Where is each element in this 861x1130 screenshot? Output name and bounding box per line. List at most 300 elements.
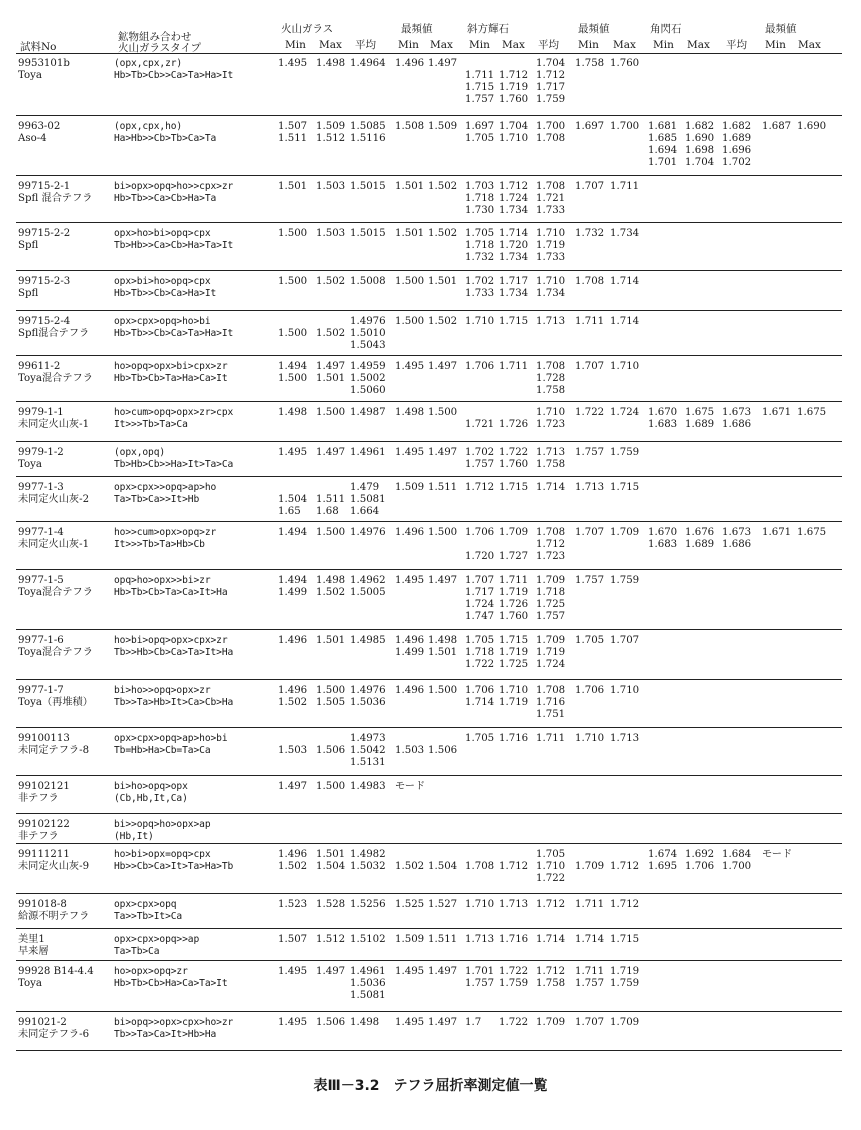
row-divider [16,476,842,477]
opx-value: 1.723 [536,419,566,430]
row-divider [16,222,842,223]
row-divider [16,893,842,894]
glass-value: 1.500 [428,685,458,696]
sample-name: Toya混合テフラ [18,587,93,598]
glass-value: 1.495 [395,447,425,458]
opx-value: 1.708 [536,361,566,372]
opx-value: 1.712 [610,861,640,872]
sample-name: Toya（再堆積） [18,697,93,708]
opx-value: 1.711 [575,966,605,977]
opx-value: 1.719 [499,697,529,708]
header-sample-no: 試料No [20,41,57,53]
opx-value: 1.707 [575,181,605,192]
opx-value: 1.734 [499,288,529,299]
sample-id: 9977-1-5 [18,575,64,586]
opx-value: 1.710 [536,276,566,287]
header-opx-mode-max: Max [613,39,636,51]
glass-value: 1.497 [278,781,308,792]
glass-value: 1.506 [316,1017,346,1028]
glass-value: 1.496 [278,849,308,860]
glass-type: Ha>Hb>>Cb>Tb>Ca>Ta [114,133,217,144]
opx-value: 1.724 [610,407,640,418]
glass-value: 1.5015 [350,228,386,239]
sample-name: 未同定火山灰-1 [18,539,90,550]
mineral-combination: ho>bi>opx=opq>cpx [114,849,211,860]
glass-type: It>>>Tb>Ta>Hb>Cb [114,539,205,550]
glass-type: Ta>Tb>Ca [114,946,160,957]
sample-id: 99102121 [18,781,70,792]
sample-id: 9977-1-3 [18,482,64,493]
opx-value: 1.730 [465,205,495,216]
mineral-combination: ho>opq>opx>bi>cpx>zr [114,361,228,372]
glass-type: Hb>Tb>>Cb>Ca>Ta>Ha>It [114,328,234,339]
glass-value: 1.5081 [350,494,386,505]
opx-value: 1.707 [610,635,640,646]
sample-name: Toya [18,459,42,470]
sample-name: Spfl [18,240,39,251]
opx-value: 1.711 [499,575,529,586]
header-glass-min: Min [285,39,306,51]
glass-value: 1.5042 [350,745,386,756]
hornblende-value: 1.673 [722,527,752,538]
glass-value: 1.501 [428,647,458,658]
glass-value: 1.500 [316,685,346,696]
mineral-combination: (opx,cpx,ho) [114,121,183,132]
opx-value: 1.726 [499,599,529,610]
sample-id: 991018-8 [18,899,67,910]
glass-value: 1.498 [395,407,425,418]
header-opx-mode-min: Min [578,39,599,51]
opx-value: 1.722 [499,447,529,458]
opx-value: 1.704 [499,121,529,132]
opx-value: 1.721 [465,419,495,430]
glass-value: 1.502 [428,228,458,239]
opx-value: 1.719 [610,966,640,977]
glass-value: 1.5036 [350,978,386,989]
sample-name: 給源不明テフラ [18,911,90,922]
opx-value: 1.757 [536,611,566,622]
glass-value: 1.503 [316,228,346,239]
glass-value: 1.527 [428,899,458,910]
glass-value: 1.4982 [350,849,386,860]
opx-value: 1.733 [536,205,566,216]
glass-value: 1.511 [278,133,308,144]
opx-value: 1.704 [536,58,566,69]
opx-value: 1.719 [499,82,529,93]
glass-value: 1.502 [428,181,458,192]
glass-type: Tb>>Hb>Cb>Ca>Ta>It>Ha [114,647,234,658]
mineral-combination: bi>>opq>ho>opx>ap [114,819,211,830]
header-glass-avg: 平均 [355,39,376,51]
glass-value: 1.503 [278,745,308,756]
opx-value: 1.715 [499,316,529,327]
hornblende-value: 1.685 [648,133,678,144]
glass-value: 1.497 [428,1017,458,1028]
header-glass-mode: 最頻値 [401,23,433,35]
glass-value: 1.500 [316,407,346,418]
opx-value: 1.709 [499,527,529,538]
opx-value: 1.718 [465,240,495,251]
glass-value: 1.495 [278,447,308,458]
opx-value: 1.715 [499,635,529,646]
opx-value: 1.707 [575,527,605,538]
opx-value: 1.760 [499,94,529,105]
hornblende-value: 1.675 [797,527,827,538]
opx-value: 1.708 [536,181,566,192]
opx-value: 1.708 [536,527,566,538]
glass-value: 1.525 [395,899,425,910]
header-opx-avg: 平均 [538,39,559,51]
glass-value: 1.496 [395,635,425,646]
opx-value: 1.708 [536,685,566,696]
row-divider [16,521,842,522]
opx-value: 1.709 [536,575,566,586]
opx-value: 1.714 [536,482,566,493]
opx-value: 1.705 [465,733,495,744]
sample-id: 9963-02 [18,121,61,132]
opx-value: 1.706 [575,685,605,696]
opx-value: 1.715 [610,934,640,945]
row-divider [16,843,842,844]
glass-value: 1.5036 [350,697,386,708]
header-hornblende: 角閃石 [650,23,682,35]
sample-name: Spfl混合テフラ [18,328,90,339]
opx-value: 1.711 [610,181,640,192]
hornblende-value: 1.702 [722,157,752,168]
glass-value: 1.507 [278,934,308,945]
glass-value: 1.5081 [350,990,386,1001]
glass-value: 1.500 [278,328,308,339]
opx-value: 1.712 [536,539,566,550]
glass-value: 1.495 [395,1017,425,1028]
opx-value: 1.697 [465,121,495,132]
opx-value: 1.724 [499,193,529,204]
mineral-combination: ho>opx>opq>zr [114,966,188,977]
hornblende-value: 1.684 [722,849,752,860]
row-divider [16,355,842,356]
opx-value: 1.711 [536,733,566,744]
glass-value: 1.497 [316,966,346,977]
glass-value: 1.506 [316,745,346,756]
glass-value: 1.497 [428,966,458,977]
hornblende-value: 1.704 [685,157,715,168]
opx-value: 1.717 [465,587,495,598]
row-divider [16,775,842,776]
opx-value: 1.734 [499,205,529,216]
glass-value: 1.494 [278,527,308,538]
hornblende-value: 1.692 [685,849,715,860]
opx-value: 1.710 [610,361,640,372]
glass-value: 1.68 [316,506,339,517]
sample-id: 99102122 [18,819,70,830]
sample-id: 99611-2 [18,361,61,372]
opx-value: 1.719 [536,647,566,658]
glass-type: Tb>>Ta>Ca>It>Hb>Ha [114,1029,217,1040]
sample-id: 9977-1-6 [18,635,64,646]
glass-value: 1.5131 [350,757,386,768]
glass-value: 1.528 [316,899,346,910]
opx-value: 1.717 [536,82,566,93]
sample-name: 未同定火山灰-1 [18,419,90,430]
glass-value: 1.5102 [350,934,386,945]
header-hb-max: Max [687,39,710,51]
glass-value: 1.504 [316,861,346,872]
hornblende-value: 1.700 [722,861,752,872]
sample-name: 未同定テフラ-6 [18,1029,90,1040]
opx-value: 1.721 [536,193,566,204]
hornblende-value: 1.706 [685,861,715,872]
row-divider [16,1050,842,1051]
glass-value: 1.496 [278,635,308,646]
header-glass-max: Max [319,39,342,51]
hornblende-value: 1.683 [648,419,678,430]
hornblende-value: 1.686 [722,419,752,430]
row-divider [16,310,842,311]
header-glass-type: 火山ガラスタイプ [118,42,202,54]
opx-value: 1.711 [575,316,605,327]
sample-id: 99715-2-1 [18,181,71,192]
opx-value: 1.734 [499,252,529,263]
glass-value: モード [395,781,426,792]
glass-value: 1.500 [278,276,308,287]
sample-name: Toya混合テフラ [18,647,93,658]
hornblende-value: 1.675 [797,407,827,418]
opx-value: 1.712 [536,70,566,81]
mineral-combination: opx>cpx>opq>ap>ho>bi [114,733,228,744]
glass-value: 1.65 [278,506,301,517]
row-divider [16,1011,842,1012]
mineral-combination: opx>cpx>>opq>ap>ho [114,482,217,493]
glass-value: 1.504 [428,861,458,872]
glass-value: 1.495 [278,966,308,977]
glass-value: 1.4959 [350,361,386,372]
header-hb-min: Min [653,39,674,51]
opx-value: 1.759 [499,978,529,989]
opx-value: 1.710 [465,316,495,327]
opx-value: 1.710 [499,685,529,696]
hornblende-value: 1.690 [685,133,715,144]
hornblende-value: 1.675 [685,407,715,418]
sample-name: Spfl 混合テフラ [18,193,93,204]
glass-value: 1.501 [395,181,425,192]
opx-value: 1.751 [536,709,566,720]
mineral-combination: opx>ho>bi>opq>cpx [114,228,211,239]
sample-id: 9979-1-1 [18,407,64,418]
hornblende-value: 1.683 [648,539,678,550]
row-divider [16,813,842,814]
header-hb-mode: 最頻値 [765,23,797,35]
opx-value: 1.759 [610,447,640,458]
row-divider [16,270,842,271]
opx-value: 1.716 [499,733,529,744]
opx-value: 1.716 [499,934,529,945]
sample-name: 未同定火山灰-2 [18,494,90,505]
hornblende-value: 1.682 [722,121,752,132]
row-divider [16,569,842,570]
glass-value: 1.501 [395,228,425,239]
opx-value: 1.719 [499,647,529,658]
opx-value: 1.707 [575,1017,605,1028]
glass-value: 1.494 [278,575,308,586]
sample-id: 9977-1-7 [18,685,64,696]
glass-value: 1.501 [316,373,346,384]
glass-value: 1.523 [278,899,308,910]
hornblende-value: 1.698 [685,145,715,156]
sample-id: 9979-1-2 [18,447,64,458]
opx-value: 1.714 [536,934,566,945]
opx-value: 1.708 [575,276,605,287]
sample-name: 未同定テフラ-8 [18,745,90,756]
header-glass-mode-min: Min [398,39,419,51]
row-divider [16,175,842,176]
opx-value: 1.722 [465,659,495,670]
opx-value: 1.722 [575,407,605,418]
opx-value: 1.722 [499,966,529,977]
row-divider [16,928,842,929]
opx-value: 1.725 [499,659,529,670]
mineral-combination: opx>cpx>opq [114,899,177,910]
mineral-combination: (opx,cpx,zr) [114,58,183,69]
opx-value: 1.717 [499,276,529,287]
opx-value: 1.705 [575,635,605,646]
sample-name: 早来層 [18,946,49,957]
glass-value: 1.502 [316,328,346,339]
header-opx-min: Min [469,39,490,51]
sample-name: 非テフラ [18,793,59,804]
opx-value: 1.728 [536,373,566,384]
opx-value: 1.734 [610,228,640,239]
glass-value: 1.497 [428,361,458,372]
opx-value: 1.709 [536,1017,566,1028]
opx-value: 1.714 [610,316,640,327]
glass-type: Hb>Tb>>Ca>Cb>Ha>Ta [114,193,217,204]
opx-value: 1.719 [499,587,529,598]
glass-value: 1.5060 [350,385,386,396]
glass-value: 1.509 [395,482,425,493]
glass-value: 1.512 [316,934,346,945]
sample-id: 美里1 [18,934,45,945]
glass-value: 1.511 [428,482,458,493]
glass-value: 1.664 [350,506,380,517]
glass-value: 1.501 [316,635,346,646]
glass-value: 1.4964 [350,58,386,69]
mineral-combination: opx>cpx>opq>ho>bi [114,316,211,327]
glass-value: 1.503 [316,181,346,192]
opx-value: 1.759 [610,575,640,586]
opx-value: 1.732 [575,228,605,239]
opx-value: 1.707 [465,575,495,586]
opx-value: 1.711 [575,899,605,910]
mineral-combination: (opx,opq) [114,447,166,458]
hornblende-value: 1.701 [648,157,678,168]
sample-name: Toya [18,70,42,81]
glass-value: 1.5256 [350,899,386,910]
row-divider [16,679,842,680]
opx-value: 1.712 [536,899,566,910]
opx-value: 1.757 [575,575,605,586]
opx-value: 1.757 [465,459,495,470]
mineral-combination: bi>ho>>opq>opx>zr [114,685,211,696]
hornblende-value: 1.689 [722,133,752,144]
glass-value: 1.496 [395,685,425,696]
glass-value: 1.495 [395,575,425,586]
glass-value: 1.4976 [350,527,386,538]
glass-value: 1.4976 [350,316,386,327]
opx-value: 1.713 [575,482,605,493]
opx-value: 1.715 [610,482,640,493]
sample-id: 99715-2-4 [18,316,71,327]
hornblende-value: 1.676 [685,527,715,538]
glass-value: 1.500 [278,228,308,239]
opx-value: 1.701 [465,966,495,977]
hornblende-value: 1.694 [648,145,678,156]
glass-value: 1.502 [278,861,308,872]
mineral-combination: opq>ho>opx>>bi>zr [114,575,211,586]
opx-value: 1.706 [465,685,495,696]
mineral-combination: ho>>cum>opx>opq>zr [114,527,217,538]
glass-value: 1.502 [395,861,425,872]
glass-type: It>>>Tb>Ta>Ca [114,419,188,430]
glass-value: 1.497 [428,58,458,69]
opx-value: 1.757 [465,978,495,989]
opx-value: 1.712 [465,482,495,493]
glass-value: 1.498 [316,58,346,69]
glass-value: 1.500 [395,316,425,327]
glass-value: 1.498 [350,1017,380,1028]
opx-value: 1.757 [575,978,605,989]
opx-value: 1.714 [610,276,640,287]
opx-value: 1.757 [575,447,605,458]
hornblende-value: モード [762,849,793,860]
glass-value: 1.500 [428,527,458,538]
glass-value: 1.502 [278,697,308,708]
opx-value: 1.708 [536,133,566,144]
hornblende-value: 1.674 [648,849,678,860]
mineral-combination: ho>cum>opq>opx>zr>cpx [114,407,234,418]
glass-type: Tb>>Ta>Hb>It>Ca>Cb>Ha [114,697,234,708]
sample-name: 未同定火山灰-9 [18,861,90,872]
glass-type: Tb>Hb>Cb>>Ha>It>Ta>Ca [114,459,234,470]
glass-type: Hb>Tb>>Cb>Ca>Ha>It [114,288,217,299]
glass-value: 1.498 [428,635,458,646]
glass-value: 1.501 [316,849,346,860]
sample-id: 991021-2 [18,1017,67,1028]
sample-name: 非テフラ [18,831,59,842]
glass-value: 1.496 [278,685,308,696]
glass-value: 1.4985 [350,635,386,646]
glass-value: 1.497 [428,575,458,586]
opx-value: 1.715 [499,482,529,493]
opx-value: 1.718 [536,587,566,598]
glass-type: Hb>>Cb>Ca>It>Ta>Ha>Tb [114,861,234,872]
opx-value: 1.733 [536,252,566,263]
opx-value: 1.734 [536,288,566,299]
glass-value: 1.500 [278,373,308,384]
opx-value: 1.712 [499,70,529,81]
header-hb-mode-max: Max [798,39,821,51]
opx-value: 1.760 [499,611,529,622]
opx-value: 1.710 [536,407,566,418]
table-caption: 表Ⅲ－3.2 テフラ屈折率測定値一覧 [313,1078,548,1094]
opx-value: 1.697 [575,121,605,132]
glass-value: 1.5002 [350,373,386,384]
opx-value: 1.733 [465,288,495,299]
hornblende-value: 1.681 [648,121,678,132]
opx-value: 1.727 [499,551,529,562]
opx-value: 1.705 [465,133,495,144]
opx-value: 1.732 [465,252,495,263]
opx-value: 1.708 [465,861,495,872]
